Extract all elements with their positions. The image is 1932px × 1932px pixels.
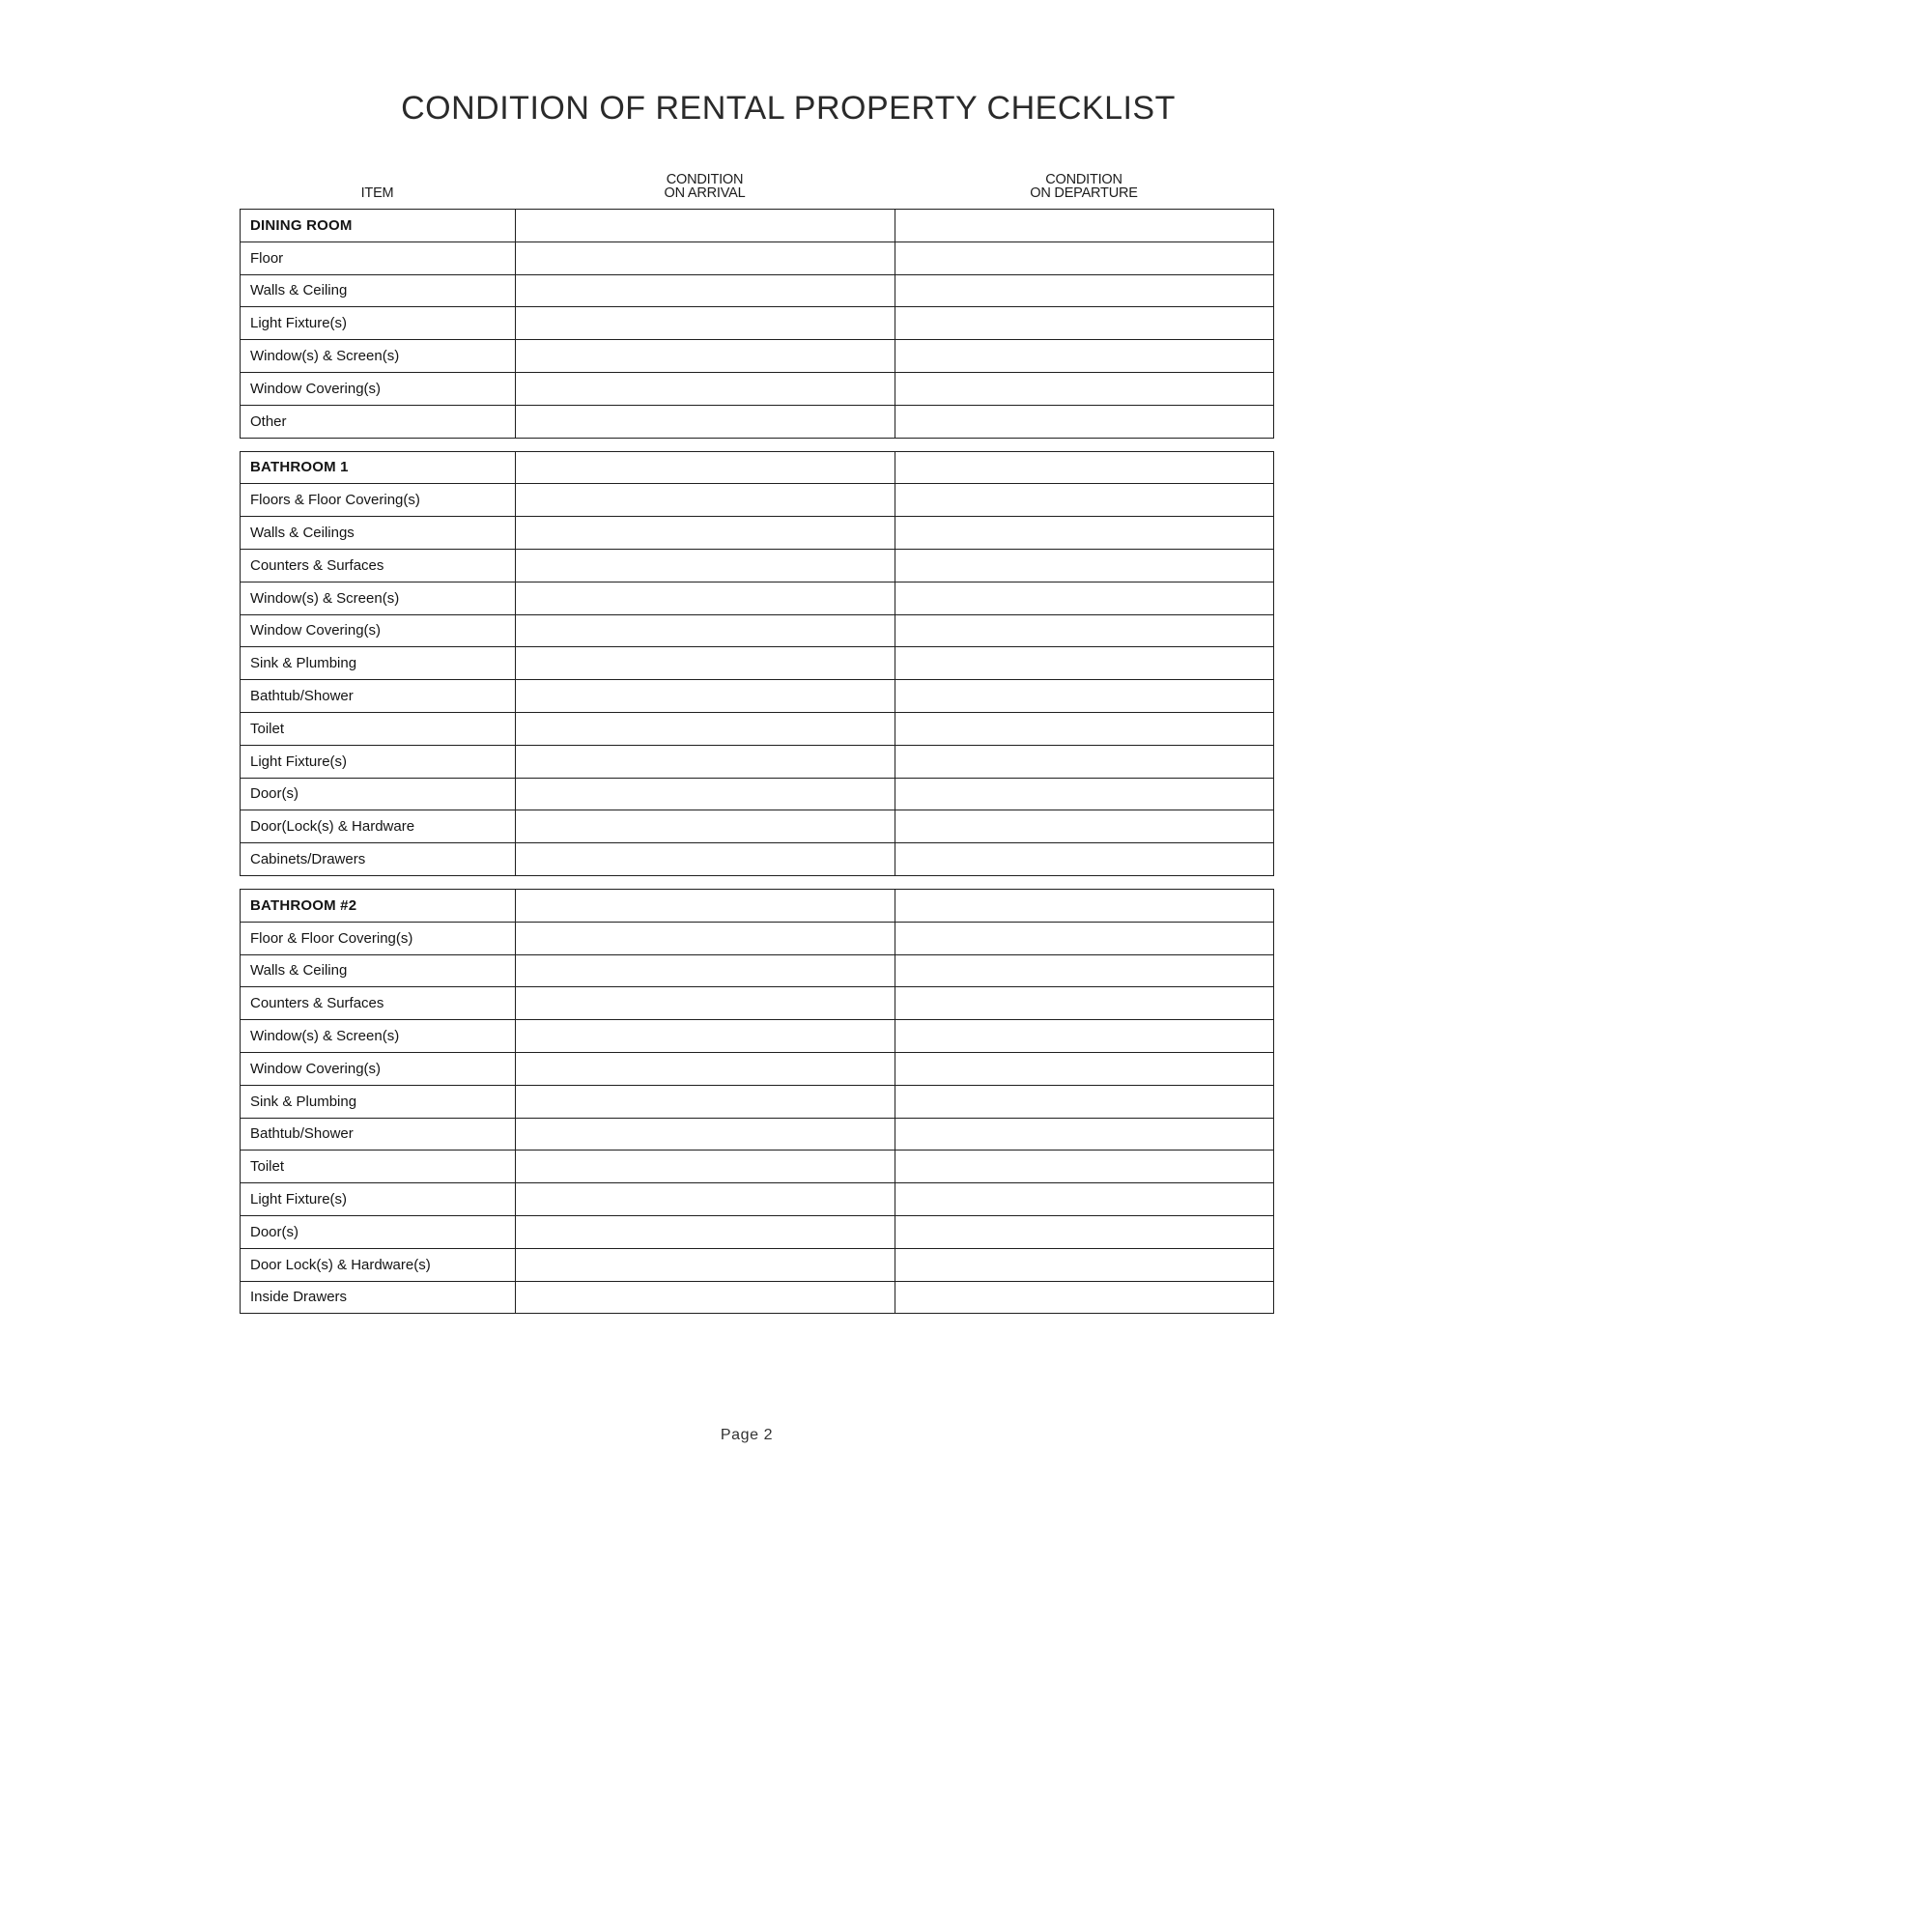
condition-arrival-cell[interactable] xyxy=(516,340,895,373)
condition-departure-cell[interactable] xyxy=(895,1020,1274,1053)
column-header-arrival-line1: CONDITION xyxy=(666,172,744,187)
condition-arrival-cell[interactable] xyxy=(516,889,895,922)
item-label: Door(s) xyxy=(241,778,516,810)
condition-departure-cell[interactable] xyxy=(895,1281,1274,1314)
condition-departure-cell[interactable] xyxy=(895,922,1274,954)
condition-departure-cell[interactable] xyxy=(895,1085,1274,1118)
column-header-item-label: ITEM xyxy=(360,185,394,201)
item-label: Door(s) xyxy=(241,1215,516,1248)
checklist-tables xyxy=(240,209,1273,1314)
table-row xyxy=(241,745,1274,778)
column-header-departure xyxy=(895,173,1273,203)
condition-arrival-cell[interactable] xyxy=(516,922,895,954)
section-header-row xyxy=(241,451,1274,484)
condition-departure-cell[interactable] xyxy=(895,712,1274,745)
item-label: Light Fixture(s) xyxy=(241,307,516,340)
table-row xyxy=(241,307,1274,340)
page-title: CONDITION OF RENTAL PROPERTY CHECKLIST xyxy=(401,90,1176,127)
condition-departure-cell[interactable] xyxy=(895,745,1274,778)
section-title: DINING ROOM xyxy=(241,210,516,242)
condition-arrival-cell[interactable] xyxy=(516,1248,895,1281)
condition-departure-cell[interactable] xyxy=(895,484,1274,517)
section-title: BATHROOM #2 xyxy=(241,889,516,922)
table-row xyxy=(241,810,1274,843)
condition-departure-cell[interactable] xyxy=(895,843,1274,876)
item-label: Bathtub/Shower xyxy=(241,680,516,713)
condition-departure-cell[interactable] xyxy=(895,954,1274,987)
item-label: Door(Lock(s) & Hardware xyxy=(241,810,516,843)
condition-arrival-cell[interactable] xyxy=(516,987,895,1020)
table-row xyxy=(241,242,1274,274)
table-row xyxy=(241,405,1274,438)
item-label: Window(s) & Screen(s) xyxy=(241,582,516,614)
condition-arrival-cell[interactable] xyxy=(516,210,895,242)
item-label: Cabinets/Drawers xyxy=(241,843,516,876)
condition-arrival-cell[interactable] xyxy=(516,1281,895,1314)
condition-arrival-cell[interactable] xyxy=(516,405,895,438)
item-label: Window Covering(s) xyxy=(241,1052,516,1085)
condition-arrival-cell[interactable] xyxy=(516,843,895,876)
table-row xyxy=(241,922,1274,954)
table-row xyxy=(241,549,1274,582)
section-table-bathroom-1 xyxy=(240,451,1274,876)
table-row xyxy=(241,1281,1274,1314)
table-row xyxy=(241,1183,1274,1216)
item-label: Light Fixture(s) xyxy=(241,1183,516,1216)
condition-arrival-cell[interactable] xyxy=(516,549,895,582)
table-row xyxy=(241,582,1274,614)
condition-arrival-cell[interactable] xyxy=(516,1215,895,1248)
condition-arrival-cell[interactable] xyxy=(516,778,895,810)
table-row xyxy=(241,647,1274,680)
condition-departure-cell[interactable] xyxy=(895,1118,1274,1151)
condition-arrival-cell[interactable] xyxy=(516,1151,895,1183)
column-header-departure-line2: ON DEPARTURE xyxy=(1030,185,1138,201)
item-label: Door Lock(s) & Hardware(s) xyxy=(241,1248,516,1281)
section-table-bathroom-2 xyxy=(240,889,1274,1314)
item-label: Window Covering(s) xyxy=(241,372,516,405)
condition-departure-cell[interactable] xyxy=(895,1215,1274,1248)
table-row xyxy=(241,1052,1274,1085)
table-row xyxy=(241,484,1274,517)
item-label: Toilet xyxy=(241,1151,516,1183)
item-label: Counters & Surfaces xyxy=(241,549,516,582)
table-row xyxy=(241,517,1274,550)
condition-arrival-cell[interactable] xyxy=(516,582,895,614)
condition-departure-cell[interactable] xyxy=(895,647,1274,680)
condition-departure-cell[interactable] xyxy=(895,549,1274,582)
item-label: Floors & Floor Covering(s) xyxy=(241,484,516,517)
condition-arrival-cell[interactable] xyxy=(516,517,895,550)
condition-departure-cell[interactable] xyxy=(895,307,1274,340)
condition-arrival-cell[interactable] xyxy=(516,680,895,713)
condition-arrival-cell[interactable] xyxy=(516,745,895,778)
table-row xyxy=(241,1248,1274,1281)
table-row xyxy=(241,680,1274,713)
item-label: Window(s) & Screen(s) xyxy=(241,340,516,373)
condition-departure-cell[interactable] xyxy=(895,680,1274,713)
condition-arrival-cell[interactable] xyxy=(516,1085,895,1118)
table-row xyxy=(241,1020,1274,1053)
condition-departure-cell[interactable] xyxy=(895,614,1274,647)
item-label: Window(s) & Screen(s) xyxy=(241,1020,516,1053)
item-label: Counters & Surfaces xyxy=(241,987,516,1020)
condition-departure-cell[interactable] xyxy=(895,987,1274,1020)
condition-arrival-cell[interactable] xyxy=(516,647,895,680)
table-row xyxy=(241,954,1274,987)
condition-departure-cell[interactable] xyxy=(895,274,1274,307)
table-row xyxy=(241,614,1274,647)
table-row xyxy=(241,987,1274,1020)
condition-arrival-cell[interactable] xyxy=(516,954,895,987)
item-label: Floor xyxy=(241,242,516,274)
section-table-dining-room xyxy=(240,209,1274,439)
condition-arrival-cell[interactable] xyxy=(516,484,895,517)
item-label: Walls & Ceiling xyxy=(241,954,516,987)
table-row xyxy=(241,712,1274,745)
table-row xyxy=(241,1151,1274,1183)
item-label: Toilet xyxy=(241,712,516,745)
section-title: BATHROOM 1 xyxy=(241,451,516,484)
table-row xyxy=(241,1118,1274,1151)
item-label: Walls & Ceiling xyxy=(241,274,516,307)
item-label: Bathtub/Shower xyxy=(241,1118,516,1151)
condition-arrival-cell[interactable] xyxy=(516,1052,895,1085)
item-label: Sink & Plumbing xyxy=(241,647,516,680)
item-label: Light Fixture(s) xyxy=(241,745,516,778)
table-row xyxy=(241,1215,1274,1248)
item-label: Walls & Ceilings xyxy=(241,517,516,550)
condition-departure-cell[interactable] xyxy=(895,778,1274,810)
condition-departure-cell[interactable] xyxy=(895,340,1274,373)
condition-arrival-cell[interactable] xyxy=(516,451,895,484)
condition-departure-cell[interactable] xyxy=(895,1248,1274,1281)
column-header-arrival xyxy=(515,173,895,203)
condition-departure-cell[interactable] xyxy=(895,517,1274,550)
condition-arrival-cell[interactable] xyxy=(516,1183,895,1216)
table-row xyxy=(241,778,1274,810)
condition-arrival-cell[interactable] xyxy=(516,712,895,745)
condition-departure-cell[interactable] xyxy=(895,405,1274,438)
condition-arrival-cell[interactable] xyxy=(516,614,895,647)
item-label: Other xyxy=(241,405,516,438)
condition-arrival-cell[interactable] xyxy=(516,372,895,405)
condition-departure-cell[interactable] xyxy=(895,372,1274,405)
condition-arrival-cell[interactable] xyxy=(516,242,895,274)
condition-departure-cell[interactable] xyxy=(895,582,1274,614)
item-label: Inside Drawers xyxy=(241,1281,516,1314)
condition-arrival-cell[interactable] xyxy=(516,1118,895,1151)
table-row xyxy=(241,1085,1274,1118)
condition-departure-cell[interactable] xyxy=(895,1151,1274,1183)
item-label: Window Covering(s) xyxy=(241,614,516,647)
item-label: Sink & Plumbing xyxy=(241,1085,516,1118)
condition-arrival-cell[interactable] xyxy=(516,274,895,307)
condition-arrival-cell[interactable] xyxy=(516,307,895,340)
table-column-headers xyxy=(240,166,1273,203)
item-label: Floor & Floor Covering(s) xyxy=(241,922,516,954)
table-row xyxy=(241,372,1274,405)
table-row xyxy=(241,274,1274,307)
condition-arrival-cell[interactable] xyxy=(516,1020,895,1053)
condition-departure-cell[interactable] xyxy=(895,242,1274,274)
table-row xyxy=(241,340,1274,373)
condition-departure-cell[interactable] xyxy=(895,1183,1274,1216)
condition-arrival-cell[interactable] xyxy=(516,810,895,843)
condition-departure-cell[interactable] xyxy=(895,810,1274,843)
column-header-arrival-line2: ON ARRIVAL xyxy=(664,185,746,201)
column-header-item xyxy=(240,186,515,203)
page-number: Page 2 xyxy=(720,1427,774,1443)
condition-departure-cell[interactable] xyxy=(895,1052,1274,1085)
condition-departure-cell[interactable] xyxy=(895,210,1274,242)
section-header-row xyxy=(241,889,1274,922)
table-row xyxy=(241,843,1274,876)
condition-departure-cell[interactable] xyxy=(895,451,1274,484)
section-header-row xyxy=(241,210,1274,242)
condition-departure-cell[interactable] xyxy=(895,889,1274,922)
column-header-departure-line1: CONDITION xyxy=(1045,172,1122,187)
